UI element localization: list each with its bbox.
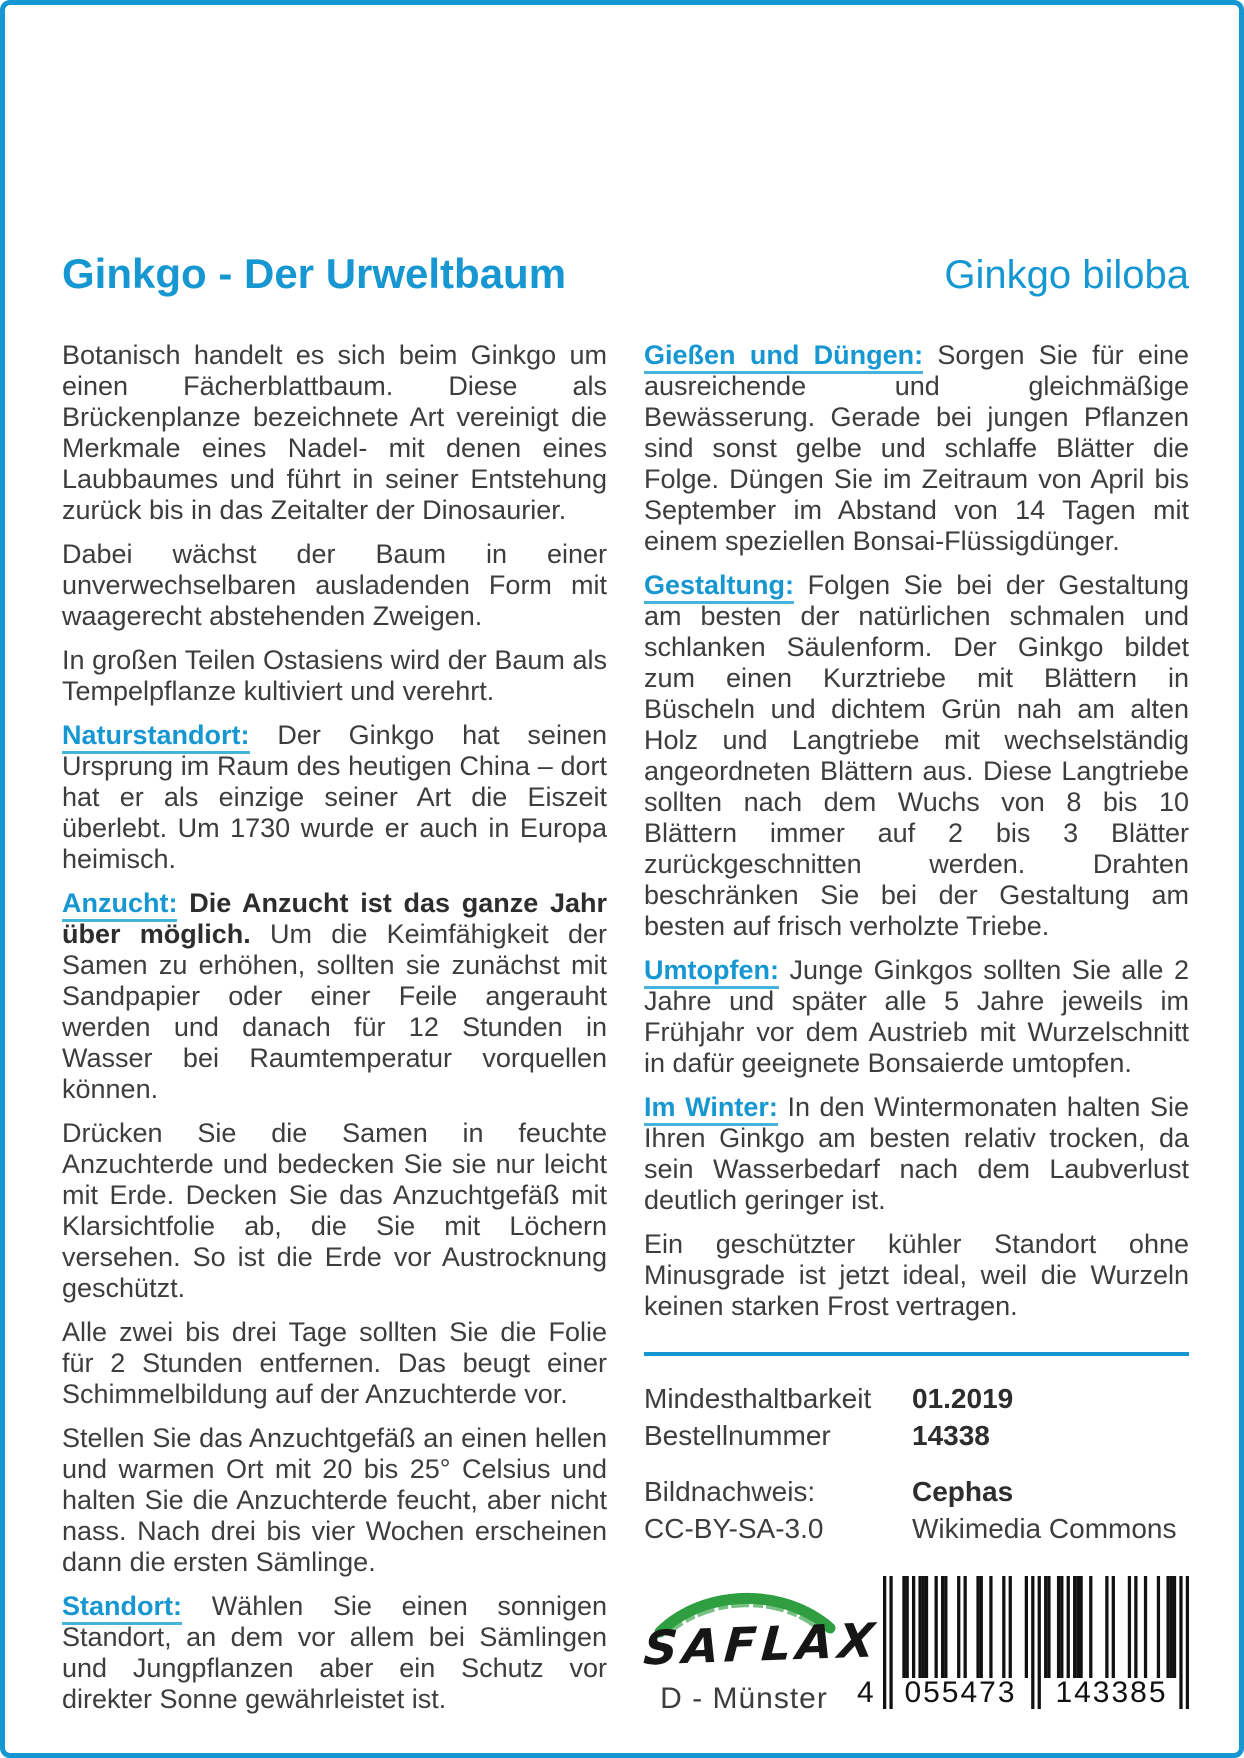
section-heading-naturstandort: Naturstandort:	[62, 720, 250, 754]
brand-and-barcode-row	[641, 1576, 1189, 1715]
paragraph-wuchsform	[62, 539, 607, 632]
barcode-right-digits: 143385	[1044, 1678, 1179, 1708]
info-label-license: CC-BY-SA-3.0	[644, 1513, 824, 1544]
paragraph-frost	[644, 1229, 1189, 1322]
section-heading-gestaltung: Gestaltung:	[644, 570, 794, 604]
page-title: Ginkgo - Der Urweltbaum	[62, 250, 567, 297]
divider-line	[644, 1352, 1189, 1356]
barcode	[857, 1576, 1189, 1711]
paragraph-umtopfen	[644, 955, 1189, 1079]
right-column	[641, 340, 1189, 1728]
brand-location: D - Münster	[660, 1682, 828, 1715]
botanical-name: Ginkgo biloba	[944, 253, 1189, 297]
content-area	[62, 250, 1189, 1728]
section-heading-anzucht: Anzucht:	[62, 888, 177, 922]
section-heading-standort: Standort:	[62, 1591, 182, 1625]
paragraph-text: Sorgen Sie für eine ausreichende und gleichmäßige Bewässerung. Gerade bei jungen Pflanzen sind sonst gelbe und schlaffe Blätter die Folge. Düngen Sie im Zeitraum von April bis September im Abstand von 14 Tagen mit einem speziellen Bonsai-Flüssigdünger.	[644, 340, 1189, 556]
info-label-bildnachweis: Bildnachweis:	[644, 1476, 816, 1507]
paragraph-winter	[644, 1092, 1189, 1216]
paragraph-text: Botanisch handelt es sich beim Ginkgo um einen Fächerblattbaum. Diese als Brückenplanze bezeichnete Art vereinigt die Merkmale eines Nadel- mit denen eines Laubbaumes und führt in seiner Entstehung zurück bis in das Zeitalter der Dinosaurier.	[62, 340, 607, 525]
info-value-bestellnummer: 14338	[912, 1420, 990, 1451]
barcode-left-digits: 055473	[893, 1678, 1028, 1708]
paragraph-text: In großen Teilen Ostasiens wird der Baum als Tempelpflanze kultiviert und verehrt.	[62, 645, 607, 706]
paragraph-aussaat	[62, 1118, 607, 1304]
paragraph-text: Ein geschützter kühler Standort ohne Minusgrade ist jetzt ideal, weil die Wurzeln keinen starken Frost vertragen.	[644, 1229, 1189, 1321]
paragraph-gestaltung	[644, 570, 1189, 942]
paragraph-text: In den Wintermonaten halten Sie Ihren Ginkgo am besten relativ trocken, da sein Wasserbedarf nach dem Laubverlust deutlich geringer ist.	[644, 1092, 1189, 1215]
paragraph-text: Alle zwei bis drei Tage sollten Sie die Folie für 2 Stunden entfernen. Das beugt einer Schimmelbildung auf der Anzuchterde vor.	[62, 1317, 607, 1409]
info-value-mindesthaltbarkeit: 01.2019	[912, 1383, 1014, 1414]
paragraph-standort	[62, 1591, 607, 1715]
info-label-mindesthaltbarkeit: Mindesthaltbarkeit	[644, 1383, 872, 1414]
paragraph-text: Dabei wächst der Baum in einer unverwechselbaren ausladenden Form mit waagerecht abstehenden Zweigen.	[62, 539, 607, 631]
saflax-logo	[641, 1576, 882, 1715]
left-column	[62, 340, 607, 1728]
paragraph-text: Der Ginkgo hat seinen Ursprung im Raum des heutigen China – dort hat er als einzige seiner Art die Eiszeit überlebt. Um 1730 wurde er auch in Europa heimisch.	[62, 720, 607, 874]
paragraph-text: Wählen Sie einen sonnigen Standort, an dem vor allem bei Sämlingen und Jungpflanzen aber ein Schutz vor direkter Sonne gewährleistet ist.	[62, 1591, 607, 1714]
product-info-table	[644, 1382, 1189, 1546]
section-heading-winter: Im Winter:	[644, 1092, 778, 1126]
info-value-bildnachweis: Cephas	[912, 1476, 1014, 1507]
text-columns	[62, 340, 1189, 1728]
paragraph-text: Um die Keimfähigkeit der Samen zu erhöhen, sollten sie zunächst mit Sandpapier oder einer Feile angerauht werden und danach für 12 Stunden in Wasser bei Raumtemperatur vorquellen können.	[62, 919, 607, 1104]
section-heading-giessen: Gießen und Düngen:	[644, 340, 923, 374]
bold-intro: Die Anzucht ist das ganze Jahr über möglich.	[62, 888, 607, 949]
info-label-bestellnummer: Bestellnummer	[644, 1420, 831, 1451]
paragraph-text: Stellen Sie das Anzuchtgefäß an einen hellen und warmen Ort mit 20 bis 25° Celsius und halten Sie die Anzuchterde feucht, aber nicht nass. Nach drei bis vier Wochen erscheinen dann die ersten Sämlinge.	[62, 1423, 607, 1577]
info-row-gap	[644, 1456, 1189, 1472]
paragraph-folie	[62, 1317, 607, 1410]
header	[62, 250, 1189, 298]
paragraph-text: Folgen Sie bei der Gestaltung am besten der natürlichen schmalen und schlanken Säulenform. Der Ginkgo bildet zum einen Kurztriebe mit Blättern in Büscheln und dichtem Grün nah am alten Holz und Langtriebe mit wechselständig angeordneten Blättern aus. Diese Langtriebe sollten nach dem Wuchs von 8 bis 10 Blättern immer auf 2 bis 3 Blätter zurückgeschnitten werden. Drahten beschränken Sie bei der Gestaltung am besten auf frisch verholzte Triebe.	[644, 570, 1189, 941]
info-value-license: Wikimedia Commons	[912, 1513, 1177, 1544]
paragraph-text: Junge Ginkgos sollten Sie alle 2 Jahre und später alle 5 Jahre jeweils im Frühjahr vor dem Austrieb mit Wurzelschnitt in dafür geeignete Bonsaierde umtopfen.	[644, 955, 1189, 1078]
paragraph-botanisch	[62, 340, 607, 526]
barcode-system-digit: 4	[857, 1676, 874, 1709]
paragraph-anzucht	[62, 888, 607, 1105]
paragraph-keimung	[62, 1423, 607, 1578]
brand-name: SAFLAX	[641, 1613, 882, 1677]
section-heading-umtopfen: Umtopfen:	[644, 955, 779, 989]
paragraph-text: Drücken Sie die Samen in feuchte Anzuchterde und bedecken Sie sie nur leicht mit Erde. Decken Sie das Anzuchtgefäß mit Klarsichtfolie ab, die Sie mit Löchern versehen. So ist die Erde vor Austrocknung geschützt.	[62, 1118, 607, 1303]
paragraph-giessen	[644, 340, 1189, 557]
paragraph-ostasien	[62, 645, 607, 707]
paragraph-naturstandort	[62, 720, 607, 875]
